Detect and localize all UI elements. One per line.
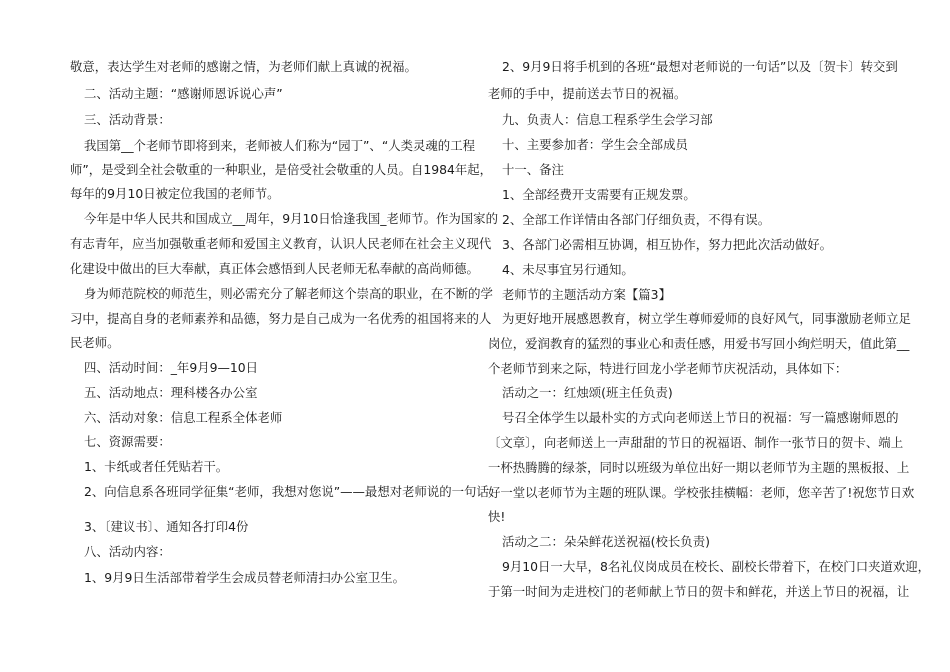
- text-line: [502, 410, 899, 426]
- text-line: [84, 410, 282, 426]
- text-line-content: 七、资源需要：: [84, 434, 171, 449]
- text-line-content: 老师节的主题活动方案【篇3】: [502, 287, 671, 302]
- text-line-content: 三、活动背景：: [84, 112, 171, 127]
- text-line-content: 号召全体学生以最朴实的方式向老师送上节日的祝福：写一篇感谢师恩的: [502, 410, 899, 425]
- text-line: [84, 286, 493, 302]
- text-line: [488, 336, 910, 352]
- text-line-content: 3、〔建议书〕、通知各打印4份: [84, 519, 249, 534]
- text-line-content: 活动之一：红烛颂(班主任负责): [502, 385, 673, 400]
- text-line-content: 2、9月9日将手机到的各班“最想对老师说的一句话”以及〔贺卡〕转交到: [502, 59, 898, 74]
- text-line-content: 八、活动内容：: [84, 544, 171, 559]
- text-line-content: 有志青年，应当加强敬重老师和爱国主义教育，认识人民老师在社会主义现代: [70, 236, 492, 251]
- text-line-content: 六、活动对象：信息工程系全体老师: [84, 410, 283, 425]
- text-line: [84, 459, 228, 475]
- text-line-content: 岗位，爱润教育的猛烈的事业心和责任感，用爱书写回小绚烂明天，值此第__: [488, 336, 910, 351]
- text-line-content: 1、9月9日生活部带着学生会成员替老师清扫办公室卫生。: [84, 570, 406, 585]
- text-line: [502, 237, 832, 253]
- text-line-content: 快!: [488, 509, 506, 524]
- text-line-content: 活动之二：朵朵鲜花送祝福(校长负责): [502, 534, 710, 549]
- text-line-content: 五、活动地点：理科楼各办公室: [84, 385, 258, 400]
- text-line-content: 二、活动主题：“感谢师恩诉说心声”: [84, 86, 283, 101]
- text-line: [84, 519, 248, 535]
- text-line-content: 化建设中做出的巨大奉献，真正体会感悟到人民老师无私奉献的高尚师德。: [70, 261, 479, 276]
- text-line-content: 民老师。: [70, 335, 120, 350]
- text-line-content: 四、活动时间：_年9月9—10日: [84, 360, 259, 375]
- text-line: [84, 570, 405, 586]
- text-line: [502, 534, 710, 550]
- text-line-content: 身为师范院校的师范生，则必需充分了解老师这个崇高的职业，在不断的学: [84, 286, 493, 301]
- text-line-content: 3、各部门必需相互协调，相互协作，努力把此次活动做好。: [502, 237, 833, 252]
- text-line-content: 敬意，表达学生对老师的感谢之情，为老师们献上真诚的祝福。: [70, 59, 417, 74]
- text-line: [488, 460, 910, 476]
- text-line-content: 好一堂以老师节为主题的班队课。学校张挂横幅：老师，您辛苦了!祝您节日欢: [488, 485, 915, 500]
- text-line: [70, 236, 492, 252]
- text-line-content: 于第一时间为走进校门的老师献上节日的贺卡和鲜花，并送上节日的祝福，让: [488, 584, 910, 599]
- text-line: [502, 559, 931, 575]
- text-line-content: 习中，提高自身的老师素养和品德，努力是自己成为一名优秀的祖国将来的人: [70, 311, 492, 326]
- text-line: [502, 311, 911, 327]
- text-line: [488, 485, 915, 501]
- text-line: [84, 434, 171, 450]
- text-line-content: 老师的手中，提前送去节日的祝福。: [488, 86, 687, 101]
- text-line: [488, 435, 904, 451]
- text-line: [502, 137, 688, 153]
- text-line: [502, 385, 673, 401]
- text-line: [70, 59, 417, 75]
- text-line-content: 一杯热腾腾的绿茶，同时以班级为单位出好一期以老师节为主题的黑板报、上: [488, 460, 910, 475]
- text-line: [84, 385, 257, 401]
- text-line-content: 十一、备注: [502, 162, 564, 177]
- text-line: [502, 262, 634, 278]
- text-line: [70, 261, 479, 277]
- text-line-content: 我国第__个老师节即将到来，老师被人们称为“园丁”、“人类灵魂的工程: [84, 138, 475, 153]
- text-line: [488, 509, 505, 525]
- text-line: [84, 86, 283, 102]
- text-line-content: 4、未尽事宜另行通知。: [502, 262, 634, 277]
- text-line: [502, 162, 564, 178]
- text-line-content: 为更好地开展感恩教育，树立学生尊师爱师的良好风气，同事激励老师立足: [502, 311, 911, 326]
- text-line-content: 今年是中华人民共和国成立__周年，9月10日恰逢我国_老师节。作为国家的: [84, 211, 498, 226]
- text-line: [70, 335, 120, 351]
- text-line: [488, 361, 847, 377]
- text-line-content: 9月10日一大早，8名礼仪岗成员在校长、副校长带着下，在校门口夹道欢迎，: [502, 559, 931, 574]
- text-line: [84, 211, 498, 227]
- text-line: [70, 311, 492, 327]
- text-line-content: 1、卡纸或者任凭贴若干。: [84, 459, 229, 474]
- text-line: [502, 287, 671, 303]
- text-line: [84, 138, 475, 154]
- text-line-content: 个老师节到来之际，特进行回龙小学老师节庆祝活动，具体如下：: [488, 361, 848, 376]
- text-line-content: 1、全部经费开支需要有正规发票。: [502, 187, 696, 202]
- text-line: [488, 584, 910, 600]
- text-line-content: 十、主要参加者：学生会全部成员: [502, 137, 688, 152]
- text-line: [488, 86, 686, 102]
- text-line: [84, 484, 489, 500]
- text-line: [502, 187, 696, 203]
- text-line-content: 2、向信息系各班同学征集“老师，我想对您说”——最想对老师说的一句话: [84, 484, 489, 499]
- text-line-content: 〔文章〕，向老师送上一声甜甜的节日的祝福语、制作一张节日的贺卡、端上: [488, 435, 904, 450]
- text-line: [502, 112, 713, 128]
- text-line: [84, 112, 171, 128]
- text-line: [84, 360, 258, 376]
- text-line: [502, 59, 898, 75]
- text-line-content: 师”，是受到全社会敬重的一种职业，是倍受社会敬重的人员。自1984年起，: [70, 162, 493, 177]
- text-line: [70, 186, 280, 202]
- text-line-content: 2、全部工作详情由各部门仔细负责，不得有误。: [502, 212, 771, 227]
- text-line: [502, 212, 770, 228]
- text-line-content: 九、负责人：信息工程系学生会学习部: [502, 112, 713, 127]
- text-line: [84, 544, 171, 560]
- text-line: [70, 162, 493, 178]
- text-line-content: 每年的9月10日被定位我国的老师节。: [70, 186, 280, 201]
